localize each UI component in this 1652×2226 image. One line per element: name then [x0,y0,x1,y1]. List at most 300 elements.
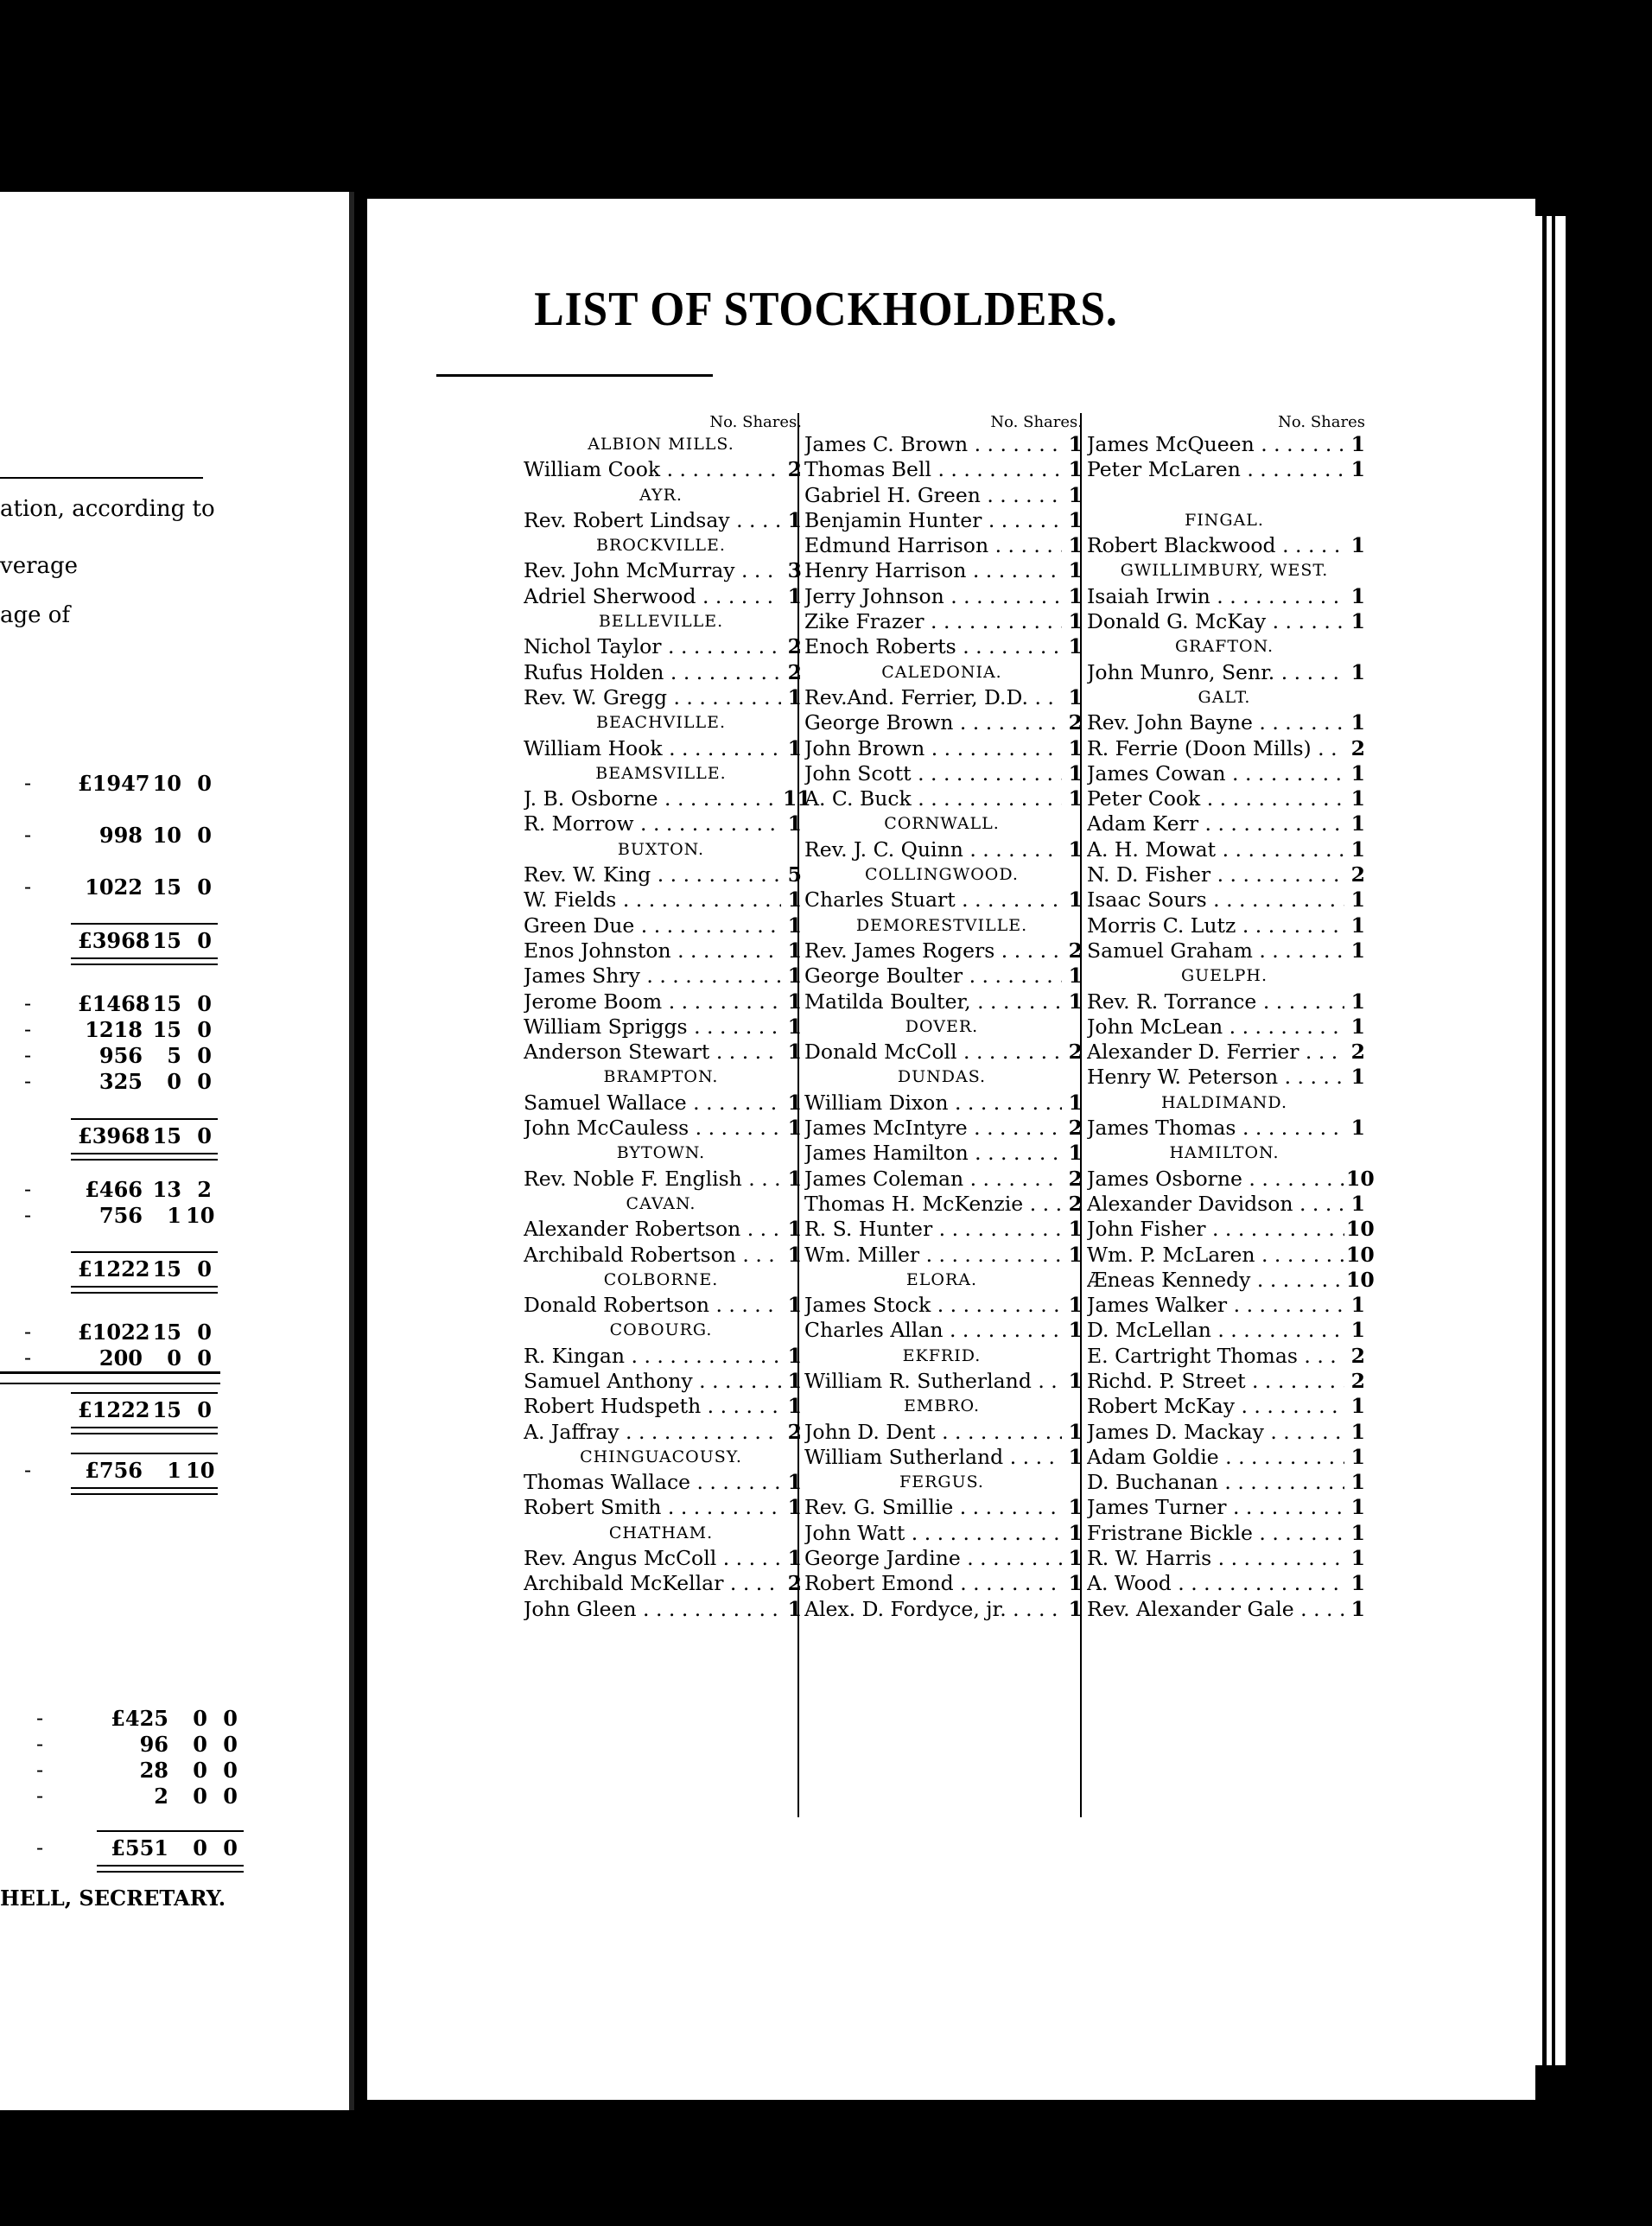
share-count: 1 [1068,1571,1083,1596]
share-count: 1 [1068,482,1083,507]
shares-header: No. Shares [1278,413,1365,431]
share-count: 1 [787,1368,802,1393]
rule [0,477,203,479]
place-heading: DEMORESTVILLE. [855,915,1028,935]
stockholder-name: Rev. R. Torrance . . . [1087,989,1344,1014]
share-count: 1 [787,1166,802,1191]
stockholder-name: Alex. D. Fordyce, jr. . . . [804,1597,1062,1622]
pounds: £3968 [78,1123,150,1148]
pounds: £3968 [78,928,150,953]
total-double-rule [71,1286,218,1294]
stockholder-row [1082,1192,1367,1217]
share-count: 1 [1350,710,1365,735]
stockholder-name: James D. Mackay . . . [1087,1420,1344,1445]
place-heading: GUELPH. [1180,966,1268,986]
stockholder-row [799,710,1084,735]
share-count: 1 [1350,1318,1365,1343]
share-count: 2 [1350,862,1365,887]
share-count: 1 [1068,558,1083,583]
stockholder-row [1082,1014,1367,1040]
share-count: 2 [1068,1040,1083,1065]
stockholder-name: William Cook . . . [524,457,781,482]
share-count: 1 [1350,811,1365,836]
dash: - [36,1732,44,1756]
stockholder-row [1082,1445,1367,1470]
place-heading: ELORA. [905,1269,978,1289]
stockholder-row [518,1495,804,1520]
stockholder-row [518,558,804,583]
share-count: 1 [787,1343,802,1368]
stockholder-row [518,457,804,482]
stockholder-name: Donald G. McKay . . . [1087,609,1344,634]
stockholder-row [1082,1420,1367,1445]
share-count: 2 [1068,710,1083,735]
pounds: 200 [98,1345,143,1371]
place-heading: CORNWALL. [884,814,1000,834]
stockholder-name: James Walker . . . [1087,1293,1344,1318]
stockholder-row [799,609,1084,634]
pence: 0 [197,928,212,953]
pounds: 28 [139,1758,168,1783]
share-count: 1 [1068,836,1083,862]
share-count: 2 [1350,1343,1365,1368]
shillings: 10 [152,823,181,848]
stockholder-name: Adam Goldie . . . [1087,1445,1344,1470]
sum-rule [97,1830,244,1832]
stockholder-row [518,1369,804,1394]
dash: - [24,1069,32,1093]
stockholder-name: Rev. Robert Lindsay . . . [524,508,781,533]
place-heading: GALT. [1198,687,1251,707]
share-count: 1 [1068,1090,1083,1115]
place-heading: EMBRO. [903,1396,981,1416]
share-count: 1 [1350,887,1365,913]
stockholder-name: A. Wood . . . [1087,1571,1344,1596]
share-count: 1 [787,989,802,1014]
share-count: 1 [787,735,802,760]
share-count: 5 [787,862,802,887]
stockholder-row [518,811,804,836]
share-count: 2 [1068,1191,1083,1216]
stockholder-name: James McQueen . . . [1087,432,1344,457]
stockholder-name: Rev. James Rogers . . . [804,938,1062,964]
dash: - [36,1835,44,1860]
stockholder-row [518,1217,804,1242]
stockholder-row [1082,1546,1367,1571]
stockholder-name: R. S. Hunter . . . [804,1217,1062,1242]
stockholder-name: Robert Smith . . . [524,1495,781,1520]
share-count: 1 [1068,735,1083,760]
total-double-rule [71,1153,218,1161]
place-heading: BROCKVILLE. [596,536,726,556]
stockholder-row [518,964,804,989]
stockholder-row [1082,1470,1367,1495]
share-count: 1 [787,913,802,938]
shillings: 15 [152,991,181,1016]
stockholder-row [518,584,804,609]
stockholder-row [1082,1521,1367,1546]
stockholder-name: D. McLellan . . . [1087,1318,1344,1343]
share-count: 1 [1350,989,1365,1014]
share-count: 1 [787,1596,802,1621]
pence: 0 [197,1123,212,1148]
stockholder-row [799,483,1084,508]
place-heading: FINGAL. [1185,510,1264,530]
pounds: £1222 [78,1397,150,1422]
share-count: 10 [1346,1242,1375,1267]
stockholder-name: John Watt . . . [804,1521,1062,1546]
stockholder-row [1082,761,1367,786]
shillings: 1 [167,1458,181,1483]
stockholder-name: John Scott . . . [804,761,1062,786]
stockholder-row [1082,1217,1375,1242]
stockholder-row [799,837,1084,862]
stockholder-name: Edmund Harrison . . . [804,533,1062,558]
shillings: 10 [152,771,181,796]
stockholder-name: John McCauless . . . [524,1116,781,1141]
place-heading: EKFRID. [902,1345,982,1365]
share-count: 1 [1068,1495,1083,1520]
stockholder-name: Donald McColl . . . [804,1040,1062,1065]
pence: 10 [186,1458,215,1483]
shillings: 15 [152,874,181,900]
stockholder-row [1082,913,1367,938]
stockholder-row [518,989,804,1014]
pounds: 2 [154,1784,168,1809]
stockholder-name: Thomas H. McKenzie . . . [804,1192,1062,1217]
share-count: 1 [1068,1141,1083,1166]
share-count: 1 [1350,1419,1365,1444]
stockholder-row [799,1243,1084,1268]
stockholder-name: Robert Hudspeth . . . [524,1394,781,1419]
share-count: 1 [1068,609,1083,634]
stockholder-name: Samuel Wallace . . . [524,1091,781,1116]
place-heading: COBOURG. [609,1320,713,1340]
share-count: 2 [787,659,802,684]
stockholder-name: Thomas Wallace . . . [524,1470,781,1495]
share-count: 1 [787,1495,802,1520]
stockholder-row [518,736,804,761]
stockholder-row [799,1116,1084,1141]
stockholder-row [1082,1293,1367,1318]
stockholder-name: Green Due . . . [524,913,781,938]
share-count: 1 [1350,760,1365,785]
share-count: 10 [1346,1166,1375,1191]
left-fragment: age of [0,602,71,628]
share-count: 1 [1068,684,1083,709]
stockholder-row [1082,1040,1367,1065]
share-count: 2 [787,1419,802,1444]
share-count: 2 [1350,1040,1365,1065]
place-heading: HAMILTON. [1169,1143,1280,1163]
pence: 0 [223,1835,238,1860]
stockholder-name: Adam Kerr . . . [1087,811,1344,836]
shillings: 15 [152,1123,181,1148]
place-heading: HALDIMAND. [1160,1092,1288,1112]
stockholder-name: John Gleen . . . [524,1597,781,1622]
stockholder-row [799,736,1084,761]
stockholder-row [799,1369,1084,1394]
dash: - [36,1706,44,1730]
stockholder-name: Wm. Miller . . . [804,1243,1062,1268]
stockholder-row [1082,609,1367,634]
share-count: 1 [1068,1318,1083,1343]
shillings: 15 [152,1397,181,1422]
stockholder-row [799,1040,1084,1065]
pence: 0 [197,1256,212,1282]
share-count: 1 [787,1014,802,1039]
share-count: 1 [787,1470,802,1495]
share-count: 1 [787,1116,802,1141]
stockholder-name: John Fisher . . . [1087,1217,1344,1242]
shillings: 0 [193,1732,207,1757]
share-count: 1 [1068,432,1083,456]
left-fragment: ation, according to [0,496,215,522]
dash: - [24,991,32,1015]
shillings: 13 [152,1177,181,1202]
shillings: 15 [152,1017,181,1042]
stockholder-name: Zike Frazer . . . [804,609,1062,634]
share-count: 1 [787,583,802,608]
pounds: £1022 [78,1320,150,1345]
stockholder-name: R. W. Harris . . . [1087,1546,1344,1571]
stockholder-name: Adriel Sherwood . . . [524,584,781,609]
pounds: 998 [98,823,143,848]
stockholder-name: Rev. John McMurray . . . [524,558,781,583]
sum-rule [71,1251,218,1253]
shillings: 1 [167,1203,181,1228]
dash: - [24,1017,32,1041]
stockholder-name: Charles Stuart . . . [804,887,1062,913]
stockholder-row [518,1344,804,1369]
stockholder-name: Thomas Bell . . . [804,457,1062,482]
stockholder-name: James Cowan . . . [1087,761,1344,786]
shillings: 15 [152,928,181,953]
share-count: 1 [1350,1191,1365,1216]
stockholder-row [799,964,1084,989]
spacer [1082,483,1367,508]
stockholder-row [799,508,1084,533]
place-heading: BRAMPTON. [603,1067,719,1087]
share-count: 1 [1068,786,1083,811]
place-heading: BYTOWN. [616,1143,706,1163]
share-count: 1 [787,938,802,963]
stockholder-name: Peter Cook . . . [1087,786,1344,811]
stockholders-column-1 [518,413,811,1622]
left-fragment: verage [0,553,79,579]
share-count: 3 [787,558,802,583]
share-count: 1 [1068,1444,1083,1469]
share-count: 2 [787,457,802,482]
pence: 0 [197,991,212,1016]
stockholder-row [799,1167,1084,1192]
dash: - [36,1784,44,1808]
total-double-rule [71,1487,218,1495]
share-count: 1 [1350,1065,1365,1090]
pence: 2 [197,1177,212,1202]
shillings: 0 [167,1345,181,1371]
stockholder-name: James Thomas . . . [1087,1116,1344,1141]
stockholder-name: Enos Johnston . . . [524,938,781,964]
place-heading: CALEDONIA. [881,662,1002,682]
stockholder-row [1082,710,1367,735]
share-count: 1 [1350,938,1365,963]
stockholder-name: A. H. Mowat . . . [1087,837,1344,862]
dash: - [24,1177,32,1201]
place-heading: CAVAN. [626,1193,696,1213]
stockholder-name: Alexander D. Ferrier . . . [1087,1040,1344,1065]
shillings: 0 [193,1835,207,1860]
stockholder-row [1082,837,1367,862]
place-heading: GRAFTON. [1174,637,1274,657]
stockholder-row [1082,1495,1367,1520]
place-heading: CHINGUACOUSY. [580,1447,742,1466]
page-edge [1535,216,1542,2065]
stockholder-name: Jerry Johnson . . . [804,584,1062,609]
dash: - [24,823,32,847]
stockholder-row [1082,1267,1375,1293]
share-count: 10 [1346,1217,1375,1242]
share-count: 1 [1350,1571,1365,1596]
stockholder-row [518,862,804,887]
share-count: 2 [1068,1116,1083,1141]
share-count: 1 [1350,1394,1365,1419]
share-count: 1 [1068,1368,1083,1393]
share-count: 1 [1350,1444,1365,1469]
stockholder-name: R. Morrow . . . [524,811,781,836]
share-count: 1 [787,1394,802,1419]
stockholder-name: Henry W. Peterson . . . [1087,1065,1344,1090]
share-count: 1 [787,1090,802,1115]
stockholder-row [518,1014,804,1040]
stockholder-row [1082,938,1367,964]
sum-rule [71,1118,218,1120]
stockholder-row [799,1521,1084,1546]
stockholder-name: Jerome Boom . . . [524,989,781,1014]
share-count: 2 [1350,1368,1365,1393]
share-count: 1 [1350,1495,1365,1520]
rule [0,1383,220,1384]
pounds: £466 [85,1177,143,1202]
stockholder-name: D. Buchanan . . . [1087,1470,1344,1495]
total-double-rule [71,957,218,965]
stockholder-name: Donald Robertson . . . [524,1293,781,1318]
share-count: 1 [1350,609,1365,634]
stockholder-name: Robert Emond . . . [804,1571,1062,1596]
stockholder-row [1082,1369,1367,1394]
stockholder-row [799,1597,1084,1622]
stockholder-row [799,1091,1084,1116]
stockholder-row [518,685,804,710]
stockholder-row [518,1040,804,1065]
share-count: 1 [1068,1242,1083,1267]
stockholder-name: R. Kingan . . . [524,1344,781,1369]
share-count: 1 [1068,1419,1083,1444]
stockholder-row [799,1495,1084,1520]
stockholder-row [1082,1242,1375,1268]
pence: 0 [223,1758,238,1783]
share-count: 1 [1350,533,1365,558]
share-count: 2 [1068,938,1083,963]
share-count: 1 [1350,1470,1365,1495]
stockholder-row [1082,786,1367,811]
stockholder-name: Rev. John Bayne . . . [1087,710,1344,735]
stockholder-name: William R. Sutherland . . . [804,1369,1062,1394]
share-count: 1 [1350,1520,1365,1545]
place-heading: DOVER. [905,1016,979,1036]
stockholder-row [518,1394,804,1419]
stockholder-name: James C. Brown . . . [804,432,1062,457]
place-heading: ALBION MILLS. [588,435,734,454]
stockholder-row [799,432,1084,457]
stockholder-name: Fristrane Bickle . . . [1087,1521,1344,1546]
stockholder-row [518,1420,804,1445]
stockholder-row [1082,1065,1367,1090]
page-title: LIST OF STOCKHOLDERS. [534,283,1118,336]
stockholder-row [799,1445,1084,1470]
stockholder-row [799,634,1084,659]
stockholder-name: A. C. Buck . . . [804,786,1062,811]
stockholder-row [799,685,1084,710]
shares-header: No. Shares. [709,413,802,431]
stockholder-row [1082,660,1367,685]
place-heading: CHATHAM. [608,1523,714,1542]
share-count: 1 [787,684,802,709]
stockholder-row [1082,811,1367,836]
share-count: 1 [1068,1546,1083,1571]
stockholder-name: Robert Blackwood . . . [1087,533,1344,558]
dash: - [24,1458,32,1482]
shillings: 0 [167,1069,181,1094]
stockholder-row [518,887,804,913]
stockholder-name: William Sutherland . . . [804,1445,1062,1470]
stockholder-row [518,1293,804,1318]
stockholder-name: Rev.And. Ferrier, D.D. . . . [804,685,1062,710]
dash: - [24,1043,32,1067]
stockholder-row [518,1116,804,1141]
pounds: 956 [98,1043,143,1068]
stockholder-row [518,1091,804,1116]
stockholder-row [518,938,804,964]
stockholder-name: N. D. Fisher . . . [1087,862,1344,887]
stockholder-name: Morris C. Lutz . . . [1087,913,1344,938]
total-double-rule [71,1427,218,1434]
pounds: 1022 [85,874,143,900]
pounds: £756 [85,1458,143,1483]
stockholder-row [799,1192,1084,1217]
stockholder-name: Benjamin Hunter . . . [804,508,1062,533]
share-count: 2 [787,634,802,659]
pounds: 325 [98,1069,143,1094]
share-count: 1 [1350,1596,1365,1621]
stockholder-row [799,1546,1084,1571]
stockholder-row [799,584,1084,609]
share-count: 2 [1068,1166,1083,1191]
stockholder-row [1082,1318,1367,1343]
share-count: 1 [1068,964,1083,989]
stockholder-row [799,938,1084,964]
shillings: 15 [152,1256,181,1282]
dash: - [24,1320,32,1344]
shillings: 5 [167,1043,181,1068]
share-count: 1 [1350,1014,1365,1039]
stockholder-row [1082,1571,1367,1596]
stockholder-row [1082,989,1367,1014]
stockholder-name: Anderson Stewart . . . [524,1040,781,1065]
stockholder-row [799,558,1084,583]
stockholder-name: Enoch Roberts . . . [804,634,1062,659]
pounds: £1222 [78,1256,150,1282]
